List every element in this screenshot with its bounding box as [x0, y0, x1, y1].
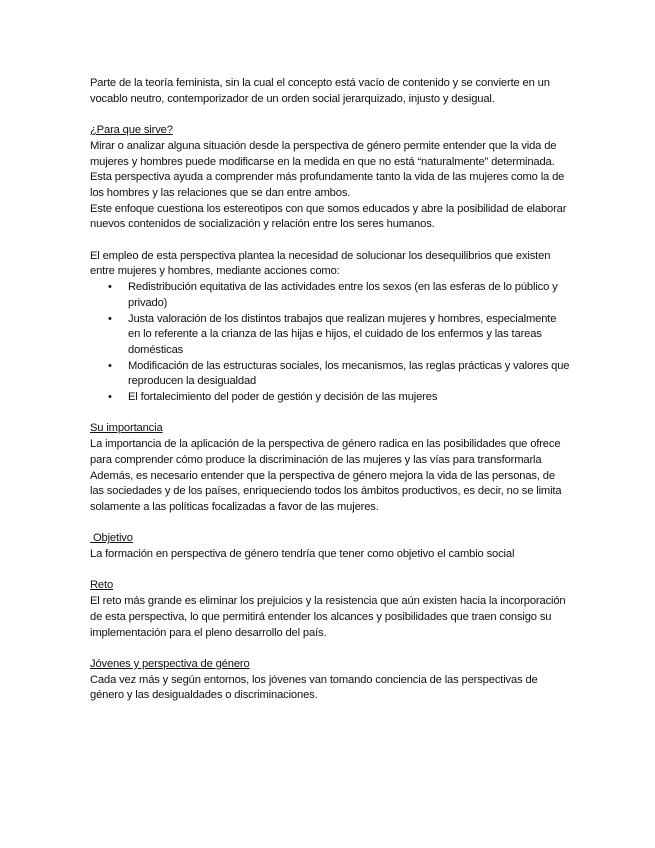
spacer — [90, 107, 570, 123]
paragraph: La importancia de la aplicación de la perspectiva de género radica en las posibilidades que ofrece para comprender cómo produce la discriminación de las mujeres y las vías para transformarla — [90, 438, 561, 466]
paragraph: Este enfoque cuestiona los estereotipos con que somos educados y abre la posibilidad de elaborar nuevos contenidos de socialización y relación entre los seres humanos. — [90, 202, 567, 231]
section-heading-para-que-sirve: ¿Para que sirve? — [90, 124, 173, 137]
bullet-item: • El fortalecimiento del poder de gestión y decisión de las mujeres — [128, 390, 570, 406]
paragraph: El reto más grande es eliminar los prejuicios y la resistencia que aún existen hacia la incorporación de esta perspectiva, lo que permitirá entender los alcances y posibilidades que traen consigo su implementación para el pleno desarrollo del país. — [90, 595, 566, 639]
section-heading-jovenes: Jóvenes y perspectiva de género — [90, 657, 250, 670]
empleo-paragraph: El empleo de esta perspectiva plantea la necesidad de solucionar los desequilibrios que existen entre mujeres y hombres, mediante acciones como: — [90, 249, 551, 278]
spacer — [90, 563, 570, 579]
paragraph: Mirar o analizar alguna situación desde la perspectiva de género permite entender que la vida de mujeres y hombres puede modificarse en la medida en que no está “naturalmente” determinada. — [90, 139, 557, 168]
spacer — [90, 641, 570, 657]
bullet-item: • Modificación de las estructuras sociales, los mecanismos, las reglas prácticas y valores que reproducen la desigualdad — [128, 359, 570, 390]
spacer — [90, 406, 570, 422]
paragraph: Además, es necesario entender que la perspectiva de género mejora la vida de las personas, de las sociedades y de los países, enriqueciendo todos los ámbitos productivos, es decir, no se limita solamente a las políticas focalizadas a favor de las mujeres. — [90, 469, 562, 513]
paragraph: Esta perspectiva ayuda a comprender más profundamente tanto la vida de las mujeres como la de los hombres y las relaciones que se dan entre ambos. — [90, 171, 565, 199]
spacer — [90, 233, 570, 249]
document-page — [90, 76, 570, 704]
actions-bullet-list — [90, 280, 570, 406]
section-heading-reto: Reto — [90, 579, 114, 592]
section-heading-su-importancia: Su importancia — [90, 422, 163, 435]
paragraph: Cada vez más y según entornos, los jóvenes van tomando conciencia de las perspectivas de género y las desigualdades o discriminaciones. — [90, 673, 538, 702]
bullet-item: • Redistribución equitativa de las actividades entre los sexos (en las esferas de lo público y privado) — [128, 280, 570, 311]
intro-paragraph: Parte de la teoría feminista, sin la cual el concepto está vacío de contenido y se convierte en un vocablo neutro, contemporizador de un orden social jerarquizado, injusto y desigual. — [90, 77, 550, 105]
section-heading-objetivo: Objetivo — [90, 532, 133, 545]
bullet-item: • Justa valoración de los distintos trabajos que realizan mujeres y hombres, especialmente en lo referente a la crianza de las hijas e hijos, el cuidado de los enfermos y las tareas domésticas — [128, 312, 570, 359]
paragraph: La formación en perspectiva de género tendría que tener como objetivo el cambio social — [90, 548, 515, 561]
spacer — [90, 516, 570, 532]
